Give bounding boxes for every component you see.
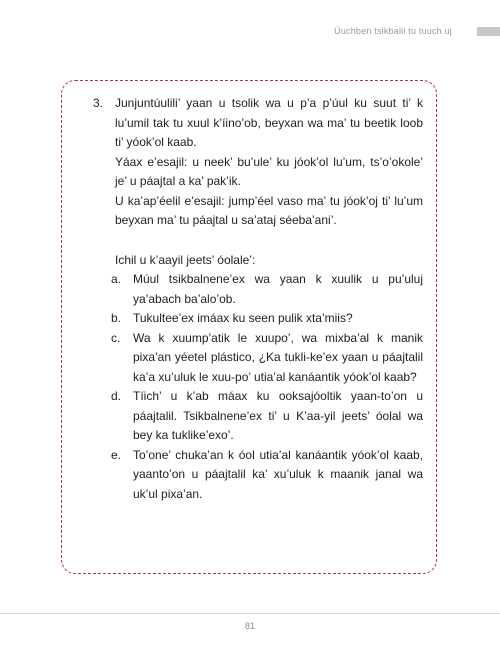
item-number: 3.	[93, 96, 104, 110]
question-text: Tíich’ u k’ab máax ku ooksajóoltik yaan-to’on u páajtalil. Tsikbalnene’ex ti’ u K’aa-yil jeets’ óolal wa bey ka tuklike’exo’.	[133, 389, 423, 442]
question-letter: a.	[111, 272, 122, 286]
item-paragraph: Junjuntúulili’ yaan u tsolik wa u p’a p’úul ku suut ti’ k lu’umil tak tu xuul k’íino’ob, beyxan wa ma’ tu beetik loob ti’ yóok’ol kaab.	[115, 96, 423, 149]
page-content	[93, 94, 423, 504]
header-accent-bar	[477, 27, 500, 36]
question-item	[93, 329, 423, 388]
question-item	[93, 387, 423, 446]
item-body	[115, 94, 423, 231]
question-letter: e.	[111, 447, 122, 462]
item-paragraph: U ka’ap’éelil e’esajil: jump’éel vaso ma’ tu jóok’oj ti’ lu’um beyxan ma’ tu páajtal u sa’ataj séeba’ani’.	[115, 193, 423, 227]
item-paragraph: Yáax e’esajil: u neek’ bu’ule’ ku jóok’ol lu’um, ts’o’okole’ je’ u páajtal a ka’ pak’ik.	[115, 154, 423, 188]
running-header: Úuchben tsikbalil tu tuuch uj	[334, 26, 452, 36]
question-letter: d.	[111, 389, 122, 403]
question-text: To’one’ chuka’an k óol utia’al kanáantik yóok’ol kaab, yaanto’on u páajtalil ka’ xu’uluk k maanik janal wa uk’ul pixa’an.	[133, 447, 423, 501]
question-text: Tukultee’ex imáax ku seen pulik xta’miis?	[133, 311, 353, 325]
question-item	[93, 446, 423, 505]
numbered-item	[93, 94, 423, 231]
page-number: 81	[244, 621, 255, 631]
question-text: Wa k xuump’atik le xuupo’, wa mixba’al k manik pixa’an yéetel plástico, ¿Ka tukli-ke’ex yaan u páajtalil ka’a xu’uluk le xuu-po’ utia’al kanáantik yóok’ol kaab?	[133, 330, 423, 384]
question-item	[93, 270, 423, 309]
footer-divider	[0, 613, 500, 614]
questions-intro: Ichil u k’aayil jeets’ óolale’:	[115, 252, 256, 267]
question-item	[93, 309, 423, 329]
question-letter: b.	[111, 311, 122, 325]
question-text: Múul tsikbalnene’ex wa yaan k xuulik u pu’uluj ya’abach ba’alo’ob.	[133, 272, 423, 306]
question-letter: c.	[111, 330, 121, 345]
